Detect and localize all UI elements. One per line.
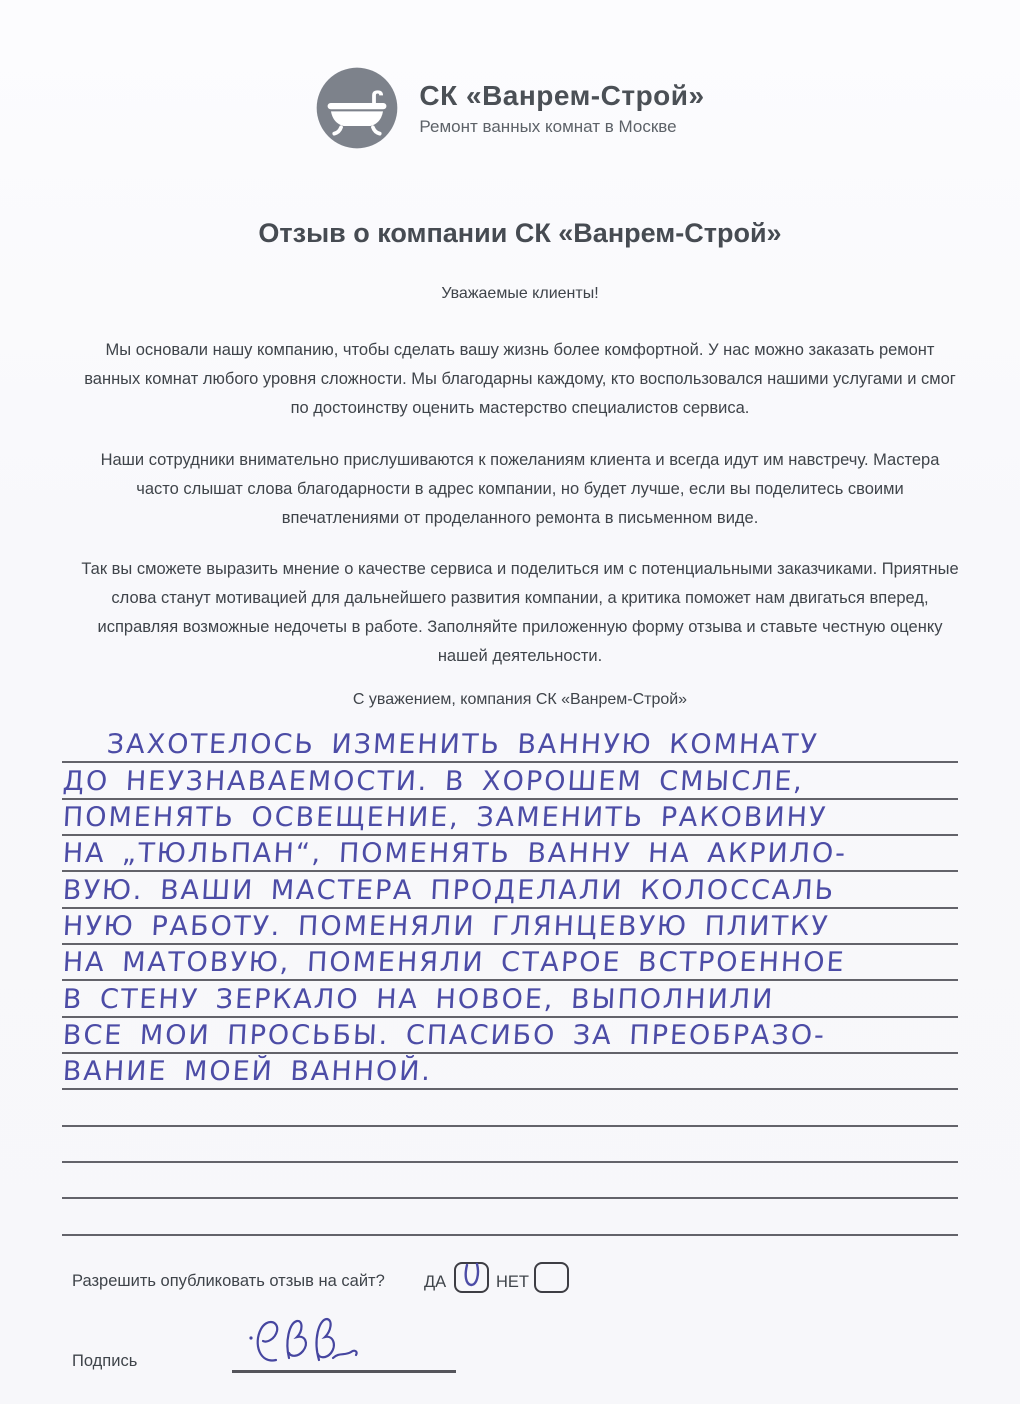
review-line — [62, 1054, 958, 1090]
handwritten-text: ДО НЕУЗНАВАЕМОСТИ. В ХОРОШЕМ СМЫСЛЕ, — [62, 765, 805, 797]
yes-label: ДА — [424, 1273, 447, 1291]
review-line — [62, 727, 958, 763]
paragraph-line: слова станут мотивацией для дальнейшего развития компании, а критика поможет нам двигаться вперед, — [111, 589, 929, 607]
signature-scribble — [244, 1312, 374, 1376]
page-title: Отзыв о компании СК «Ванрем-Строй» — [258, 218, 782, 248]
brand-text — [419, 80, 704, 137]
review-line-empty — [62, 1090, 958, 1126]
company-name: СК «Ванрем-Строй» — [419, 79, 705, 111]
paragraph-line: Наши сотрудники внимательно прислушиваются к пожеланиям клиента и всегда идут им навстречу. Мастера — [100, 451, 940, 469]
review-line — [62, 800, 958, 836]
review-line — [62, 909, 958, 945]
review-line — [62, 836, 958, 872]
paragraph-line: исправляя возможные недочеты в работе. Заполняйте приложенную форму отзыва и ставьте честную оценку — [97, 618, 943, 636]
review-line-empty — [62, 1127, 958, 1163]
publish-question-row — [72, 1260, 960, 1302]
handwritten-text: ЗАХОТЕЛОСЬ ИЗМЕНИТЬ ВАННУЮ КОМНАТУ — [106, 729, 820, 761]
review-line — [62, 872, 958, 908]
review-line — [62, 763, 958, 799]
handwritten-text: ВСЕ МОИ ПРОСЬБЫ. СПАСИБО ЗА ПРЕОБРАЗО- — [62, 1020, 827, 1052]
handwritten-text: НУЮ РАБОТУ. ПОМЕНЯЛИ ГЛЯНЦЕВУЮ ПЛИТКУ — [62, 911, 831, 943]
no-label: НЕТ — [496, 1273, 529, 1291]
handwritten-text: ПОМЕНЯТЬ ОСВЕЩЕНИЕ, ЗАМЕНИТЬ РАКОВИНУ — [62, 802, 829, 834]
paragraph-line: нашей деятельности. — [437, 647, 603, 665]
paragraph-line: впечатлениями от проделанного ремонта в письменном виде. — [281, 509, 759, 527]
review-line-empty — [62, 1199, 958, 1235]
intro-paragraph — [40, 336, 1000, 423]
handwritten-text: В СТЕНУ ЗЕРКАЛО НА НОВОЕ, ВЫПОЛНИЛИ — [62, 983, 776, 1015]
paragraph-line: ванных комнат любого уровня сложности. Мы благодарны каждому, кто воспользовался нашими услугами и смог — [84, 370, 956, 388]
yes-checkbox[interactable] — [454, 1262, 489, 1293]
feedback-paragraph — [40, 555, 1000, 671]
greeting-line: Уважаемые клиенты! — [441, 285, 599, 302]
handwritten-text: НА „ТЮЛЬПАН“, ПОМЕНЯТЬ ВАННУ НА АКРИЛО- — [62, 838, 848, 870]
handwritten-text: ВАНИЕ МОЕЙ ВАННОЙ. — [62, 1056, 433, 1088]
handwritten-text: ВУЮ. ВАШИ МАСТЕРА ПРОДЕЛАЛИ КОЛОССАЛЬ — [62, 874, 836, 906]
brand-header — [0, 66, 1020, 150]
paragraph-line: Мы основали нашу компанию, чтобы сделать вашу жизнь более комфортной. У нас можно заказать ремонт — [105, 341, 935, 359]
checkmark-icon — [458, 1259, 486, 1293]
no-checkbox[interactable] — [534, 1262, 569, 1293]
review-line — [62, 945, 958, 981]
review-line-empty — [62, 1163, 958, 1199]
review-writing-area — [62, 727, 958, 1236]
publish-question-label: Разрешить опубликовать отзыв на сайт? — [72, 1272, 385, 1290]
review-line — [62, 1018, 958, 1054]
paragraph-line: Так вы сможете выразить мнение о качестве сервиса и поделиться им с потенциальными заказчиками. Приятные — [81, 560, 959, 578]
paragraph-line: часто слышат слова благодарности в адрес компании, но будет лучше, если вы поделитесь своими — [136, 480, 904, 498]
handwritten-text: НА МАТОВУЮ, ПОМЕНЯЛИ СТАРОЕ ВСТРОЕННОЕ — [62, 947, 847, 979]
review-line — [62, 981, 958, 1017]
staff-paragraph — [40, 446, 1000, 533]
signature-label: Подпись — [72, 1352, 138, 1370]
closing-line: С уважением, компания СК «Ванрем-Строй» — [352, 691, 688, 708]
paragraph-line: по достоинству оценить мастерство специалистов сервиса. — [290, 399, 750, 417]
bathtub-icon — [315, 66, 399, 150]
company-tagline: Ремонт ванных комнат в Москве — [419, 116, 677, 136]
